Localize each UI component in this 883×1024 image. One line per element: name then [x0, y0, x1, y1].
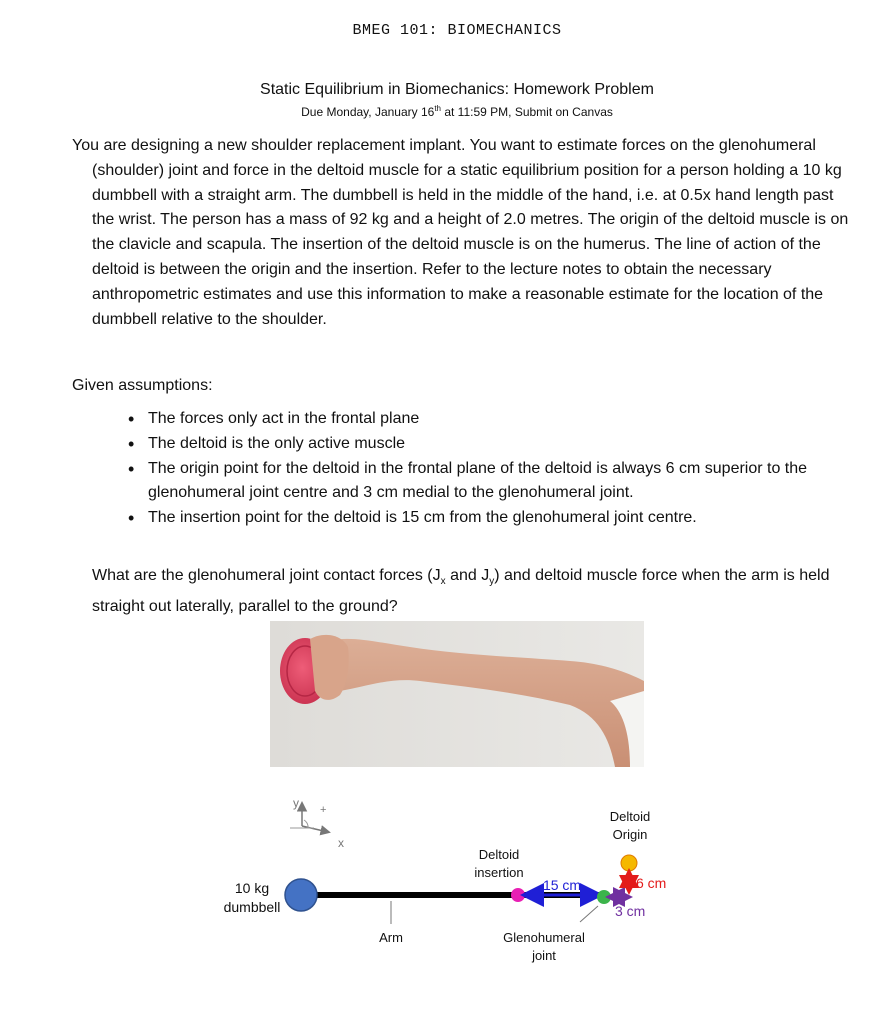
given-heading: Given assumptions:: [72, 377, 213, 394]
assumption-item: • The deltoid is the only active muscle: [128, 432, 828, 457]
page-title: Static Equilibrium in Biomechanics: Homework Problem: [260, 81, 654, 98]
joint-label-line2: joint: [532, 948, 556, 963]
dist-3-label: 3 cm: [615, 903, 646, 919]
axis-x-label: x: [338, 836, 344, 850]
insertion-point: [511, 888, 525, 902]
dist-15-label: 15 cm: [542, 877, 582, 893]
joint-pointer: [580, 906, 598, 922]
question-text: [92, 564, 832, 620]
dumbbell-circle: [285, 879, 317, 911]
origin-point: [621, 855, 637, 871]
question-sub-x: x: [440, 576, 446, 588]
question-part2: and J: [445, 567, 490, 584]
due-prefix: Due Monday, January 16: [301, 105, 435, 119]
due-superscript: th: [434, 104, 441, 113]
dist-6-label: 6 cm: [636, 875, 667, 891]
joint-point: [597, 890, 611, 904]
question-sub-y: y: [489, 576, 495, 588]
assumption-item: • The forces only act in the frontal plane: [128, 407, 828, 432]
axis-indicator: [290, 796, 344, 850]
dumbbell-label-line1: 10 kg: [234, 880, 270, 896]
insertion-label-line1: Deltoid: [478, 847, 520, 862]
axis-plus-label: +: [320, 804, 327, 816]
due-date: [0, 104, 883, 119]
origin-label-line2: Origin: [612, 827, 648, 842]
insertion-label-line2: insertion: [474, 865, 524, 880]
free-body-diagram: [200, 780, 700, 980]
arm-photo: [270, 621, 644, 767]
question-part3: ) and deltoid muscle force when the arm is held straight out laterally, parallel to the ground?: [92, 567, 830, 615]
arm-label: Arm: [379, 930, 403, 945]
axis-y-label: y: [293, 796, 299, 810]
assumption-list: [128, 407, 828, 531]
question-part1: What are the glenohumeral joint contact forces (J: [92, 567, 441, 584]
assumption-item: • The insertion point for the deltoid is 15 cm from the glenohumeral joint centre.: [128, 506, 828, 531]
assumption-item: • The origin point for the deltoid in the frontal plane of the deltoid is always 6 cm superior to the glenohumeral joint centre and 3 cm medial to the glenohumeral joint.: [128, 457, 828, 507]
dumbbell-label-line2: dumbbell: [223, 899, 281, 915]
problem-paragraph: You are designing a new shoulder replacement implant. You want to estimate forces on the glenohumeral (shoulder) joint and force in the deltoid muscle for a static equilibrium position for a person holding a 10 kg dumbbell with a straight arm. The dumbbell is held in the middle of the hand, i.e. at 0.5x hand length past the wrist. The person has a mass of 92 kg and a height of 2.0 metres. The origin of the deltoid muscle is on the clavicle and scapula. The insertion of the deltoid muscle is on the humerus. The line of action of the deltoid is between the origin and the insertion. Refer to the lecture notes to obtain the necessary anthropometric estimates and use this information to make a reasonable estimate for the location of the dumbbell relative to the shoulder.: [72, 137, 849, 328]
joint-label-line1: Glenohumeral: [503, 930, 585, 945]
origin-label-line1: Deltoid: [609, 809, 651, 824]
due-suffix: at 11:59 PM, Submit on Canvas: [441, 105, 613, 119]
course-header: BMEG 101: BIOMECHANICS: [352, 22, 562, 39]
